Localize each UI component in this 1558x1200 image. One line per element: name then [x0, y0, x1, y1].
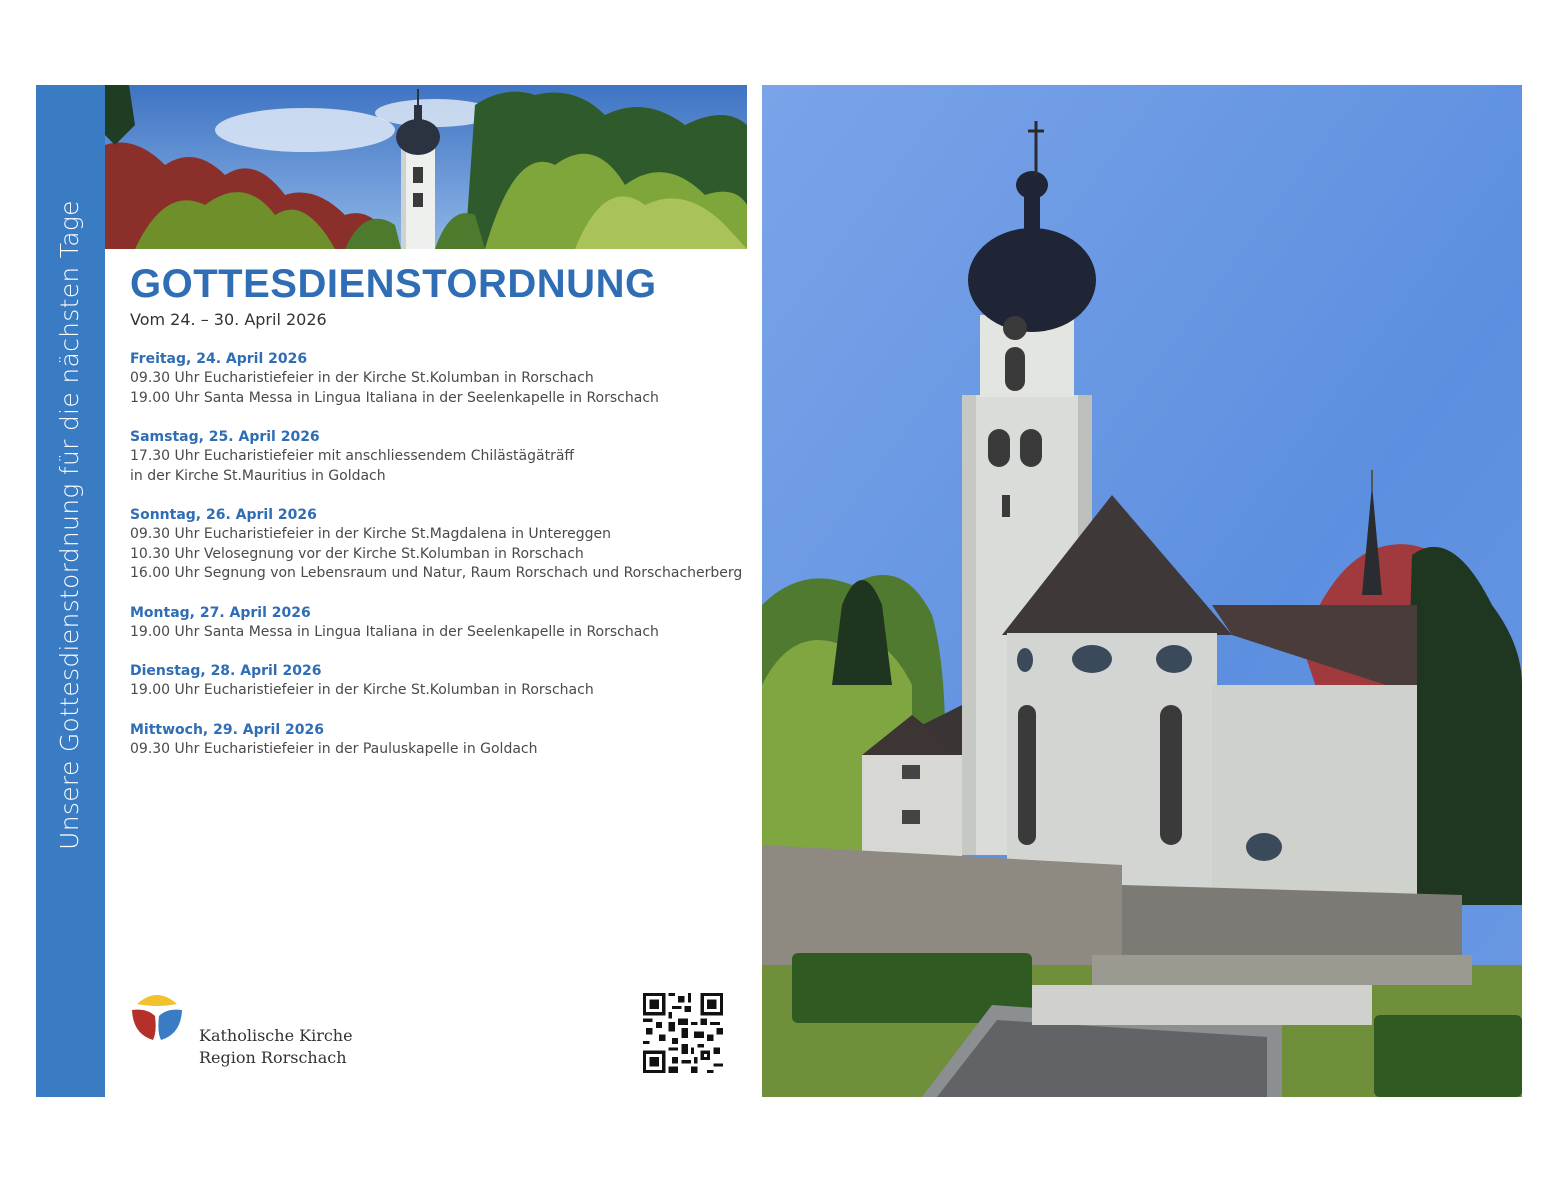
date-range: Vom 24. – 30. April 2026 — [130, 310, 327, 329]
day-title: Freitag, 24. April 2026 — [130, 351, 308, 367]
event-line: 17.30 Uhr Eucharistiefeier mit anschliessendem Chilästägäträff — [130, 448, 575, 464]
day-title: Sonntag, 26. April 2026 — [130, 507, 317, 523]
sidebar-band — [36, 85, 105, 1097]
event-line: 19.00 Uhr Santa Messa in Lingua Italiana in der Seelenkapelle in Rorschach — [130, 389, 659, 406]
day-entry — [130, 662, 740, 701]
church-logo-icon — [129, 988, 185, 1048]
event-line: 09.30 Uhr Eucharistiefeier in der Kirche St.Magdalena in Untereggen — [130, 526, 611, 542]
day-title: Dienstag, 28. April 2026 — [130, 663, 322, 679]
event-line: in der Kirche St.Mauritius in Goldach — [130, 467, 386, 484]
schedule-list — [130, 350, 743, 779]
page-title: GOTTESDIENSTORDNUNG — [130, 262, 657, 306]
church-photo — [762, 85, 1522, 1097]
day-entry — [130, 604, 740, 643]
day-title: Montag, 27. April 2026 — [130, 604, 311, 621]
day-entry — [130, 506, 743, 584]
event-line: 19.00 Uhr Eucharistiefeier in der Kirche St.Kolumban in Rorschach — [130, 682, 594, 698]
organization-line2: Region Rorschach — [199, 1048, 347, 1067]
event-line: 09.30 Uhr Eucharistiefeier in der Kirche St.Kolumban in Rorschach — [130, 370, 594, 386]
event-line: 19.00 Uhr Santa Messa in Lingua Italiana in der Seelenkapelle in Rorschach — [130, 623, 659, 640]
day-title: Mittwoch, 29. April 2026 — [130, 721, 324, 738]
day-entry — [130, 350, 740, 408]
day-entry — [130, 428, 740, 486]
flyer-page — [105, 85, 747, 1097]
header-tower-photo — [105, 85, 747, 249]
qr-code-icon — [643, 993, 723, 1077]
organization-line1: Katholische Kirche — [199, 1026, 353, 1045]
sidebar-caption: Unsere Gottesdienstordnung für die nächsten Tage — [55, 200, 84, 850]
day-title: Samstag, 25. April 2026 — [130, 429, 320, 445]
day-entry — [130, 721, 740, 760]
organization-name — [199, 1025, 353, 1069]
event-line: 09.30 Uhr Eucharistiefeier in der Pauluskapelle in Goldach — [130, 740, 538, 757]
event-line: 10.30 Uhr Velosegnung vor der Kirche St.Kolumban in Rorschach — [130, 545, 584, 562]
event-line: 16.00 Uhr Segnung von Lebensraum und Natur, Raum Rorschach und Rorschacherberg — [130, 565, 743, 581]
